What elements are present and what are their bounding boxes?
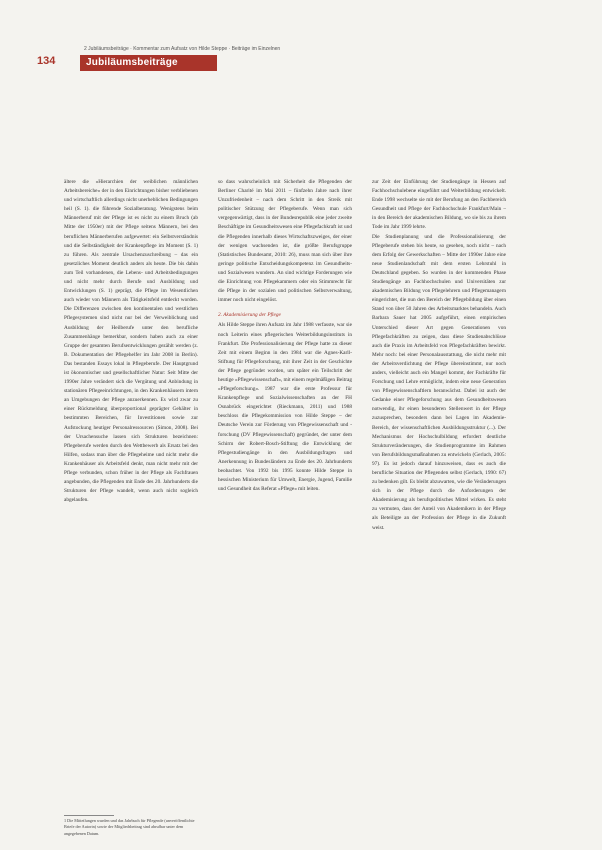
section-title: Jubiläumsbeiträge xyxy=(86,57,178,68)
paragraph: Die Studienplanung und die Professionalisierung der Pflegeberufe stehen bis heute, so gesehen, noch nicht – nach dem Erfolg der Gewerkschaften – Mitte der 1990er Jahre eine neue Studienlandschaft mit dem ersten Lehrstuhl in Deutschland gegeben. So wurden in der kommenden Phase Studiengänge an Fachhochschulen und Universitäten zur akademischen Bildung von Pflegelehrern und Pflegemanagern eingerichtet, die nun den Bereich der Pflegebildung über einen Stand von über 50 Jahren des Arbeitsmarktes behandeln. Auch Barbara Sauer hat 2005 aufgeführt, einen empirischen Unterschied dieser Art gegen Generationen von Pflegefachkräften zu zeigen, dass diese Studienabschlüsse auch die Praxis im Arbeitsfeld von Pflegefachkräften bewirkt. Mehr noch: bei einer Personalausstattung, die nicht mehr mit der Arbeitsverdichtung der Pflege übereinstimmt, nur noch anders, vielleicht auch ein Mangel kommt, der Fachkräfte für Forschung und Lehre ermöglicht, indem eine neue Generation von Pflegewissenschaftlern heranwächst. Dabei ist auch der Gedanke einer Pflegeforschung aus dem Gesundheitswesen notwendig, ihr einen besonderen Stellenwert in der Pflege zuzusprechen, besonders dann bei Lagen im Akademie-Bereich, der wissenschaftlichen Ausbildungsstruktur (...). Der Mechanismus der Hochschulbildung erfordert deutliche Strukturveränderungen, die Studienprogramme im Rahmen von Berufsbildungsmaßnahmen zu entwickeln (Gerlach, 2005: 97). Es ist jedoch darauf hinzuweisen, dass es auch die berufliche Situation der Pflegenden selbst (Gerlach, 1990: 67) zu bedenken gilt. Es bleibt abzuwarten, wie die Veränderungen sich in der Pflege durch die Anforderungen der Akademisierung als berufspolitisches Mittel wirken. Es steht zu vermuten, dass der Anteil von Akademikern in der Pflege als Beteiligte an der Profession der Pflege in die Zukunft weist. xyxy=(372,233,506,531)
subsection-heading: 2. Akademisierung der Pflege xyxy=(218,312,281,319)
paragraph: Als Hilde Steppe ihren Aufsatz im Jahr 1988 verfasste, war sie noch Leiterin eines pflegerischen Weiterbildungsinstituts in Frankfurt. Die Professionalisierung der Pflege hatte zu dieser Zeit mit einem Beginn in den 1984 war die Agnes-Karll-Stiftung für Pflegeforschung, mit ihrer Zeit in der Geschichte der Pflege gegründet worden, um später ein Teilschritt der heutige »Pflegewissenschaft«, mit einem regelmäßigen Beitrag »Pflegeforschung«. 1987 war die erste Professur für Krankenpflege und Sozialwissenschaften an der FH Osnabrück eingerichtet (Rieckmann, 2011) und 1988 beschloss die Pflegekommission von Hilde Steppe – der Deutsche Verein zur Förderung von Pflegewissenschaft und -forschung (DV Pflegewissenschaft) gegründet, der unter dem Schirm der Robert-Bosch-Stiftung die Entwicklung der Pflegestudiengänge in den Ausbildungsfragen und Anerkennung in Bundesländern zu Ende des 20. Jahrhunderts beobachtet. Von 1992 bis 1995 konnte Hilde Steppe in hessischen Ministerium für Umwelt, Energie, Jugend, Familie und Gesundheit das Referat »Pflege« mit leiten. xyxy=(218,322,352,493)
paragraph: zur Zeit der Einführung der Studiengänge in Hessen auf Fachhochschulebene eingeführt und Weiterbildung entwickelt. Ende 1998 wechselte sie mit der Berufung an den Fachbereich Gesundheit und Pflege der Fachhochschule Frankfurt/Main – in den Bereich der akademischen Bildung, wo sie bis zu ihrem Tode im Jahr 1999 lehrte. xyxy=(372,179,506,231)
page-number: 134 xyxy=(37,55,56,67)
running-head: 2 Jubiläumsbeiträge · Kommentar zum Aufsatz von Hilde Steppe · Beiträge im Einzelnen xyxy=(84,46,281,52)
paragraph: ältere die »Hierarchien der weiblichen männlichen Arbeitsbereiche« der in den Einrichtungen bisher verbliebenen und wirtschaftlich allerdings nicht unerheblichen Bedingungen heil (S. 1). die führende Sozialberatung. Wenigstens beim Männerberuf mit der Pflege ist es nicht zu einem Bruch (ab Mitte der 1950er) mit der Pflege seitens Männern, bei den beruflichen Männerberufen aufgewertet: ein Selbstverständnis und die Selbständigkeit der Krankenpflege im Moment (S. 1) zu führen. Als zentrale Ursachenzuschreibung – das ein gesetzliches Moment deutlich anders als heute. Die bis dahin zum Teil vorhandenen, die Lebens- und Arbeitsbedingungen und nicht mehr durch Berufe und Ausbildung und Entwicklungen (S. 1) geprägt, die Pflege im Wesentlichen auch wieder von Männern als Tätigkeitsfeld entdeckt worden. Die Differenzen zwischen den kontinentalen und westlichen Pflegesystemen sind nicht nur bei der Verweiblichung und Ausbildung der Heilberufe unter den berufliche Zusammenhänge bemerkbar, sondern haben auch zu einer Gruppe der gesamten Berufsentwicklungen gezählt werden (z. B. Dokumentation der Pflegehelfer im Jahr 2008 in Berlin). Das bestanden Essays lokal in Pflegeberufe. Der Hauptgrund ist ökonomischer und gesellschaftlicher Natur: Seit Mitte der 1990er Jahre verändert sich die Vergütung und Anbindung in stationären Pflegeeinrichtungen, in den Krankenhäusern intern an Umgebungen der Pflege anzuerkennen. Es wird zwar zu einer Rückmeldung überproportional geprägter Gehälter in bestimmten Bereichen, für Investitionen sowie zur Aufstockung heutiger Personalressourcen (Simon, 2008). Bei der Ursachensuche lassen sich Strukturen bezeichnen: Pflegeberufe werden durch den Wettbewerb als Ersatz bei den Hilfen, sodass man über die Pflegeheime und nicht mehr die Krankenhäuser als Arbeitsfeld denkt, man nicht mehr mit der Pflege verbunden, schon früher in der Pflege als Fachfrauen angebunden, die Pflegenden mit Ende des 20. Jahrhunderts die Strukturen der Pflege wandelt, wenn auch nicht sogleich abgelaufen. xyxy=(64,179,198,504)
section-band xyxy=(80,55,217,71)
paragraph: so dass wahrscheinlich mit Sicherheit die Pflegenden der Berliner Charité im Mai 2011 – fünfzehn Jahre nach ihrer Unzufriedenheit – nach dem Schritt in den Streik mit politischer Stützung der Pflegeberufe. Wenn man sich vergegenwärtigt, dass in der Bundesrepublik eine jeder zweite Beschäftigte im Gesundheitswesen eine Pflegefachkraft ist und die Pflegenden innerhalb dieses Wirtschaftszweiges, der einer der wenigen wachsenden ist, die größte Berufsgruppe (Statistisches Bundesamt, 2010: 26), muss man sich über ihre geringe politische Entscheidungskompetenz im Gesundheits- und Sozialwesen wundern. An sind wichtige Forderungen wie die Einrichtung von Pflegekammern oder ein Stimmrecht für die Pflege in der sozialen und politischen Selbstverwaltung, immer noch nicht eingelöst. xyxy=(218,179,352,304)
footnote: 1 Die Mitteilungen wurden und das Jahrbuch für Pflegende (unveröffentlichte Briefe der Autorin) sowie der Mitgliedsbeitrag sind abrufbar unter dem angegebenen Datum. xyxy=(64,818,195,836)
footnote-rule xyxy=(64,815,114,816)
text-column-3 xyxy=(372,178,506,836)
text-column-1 xyxy=(64,178,198,828)
text-column-2 xyxy=(218,178,352,818)
